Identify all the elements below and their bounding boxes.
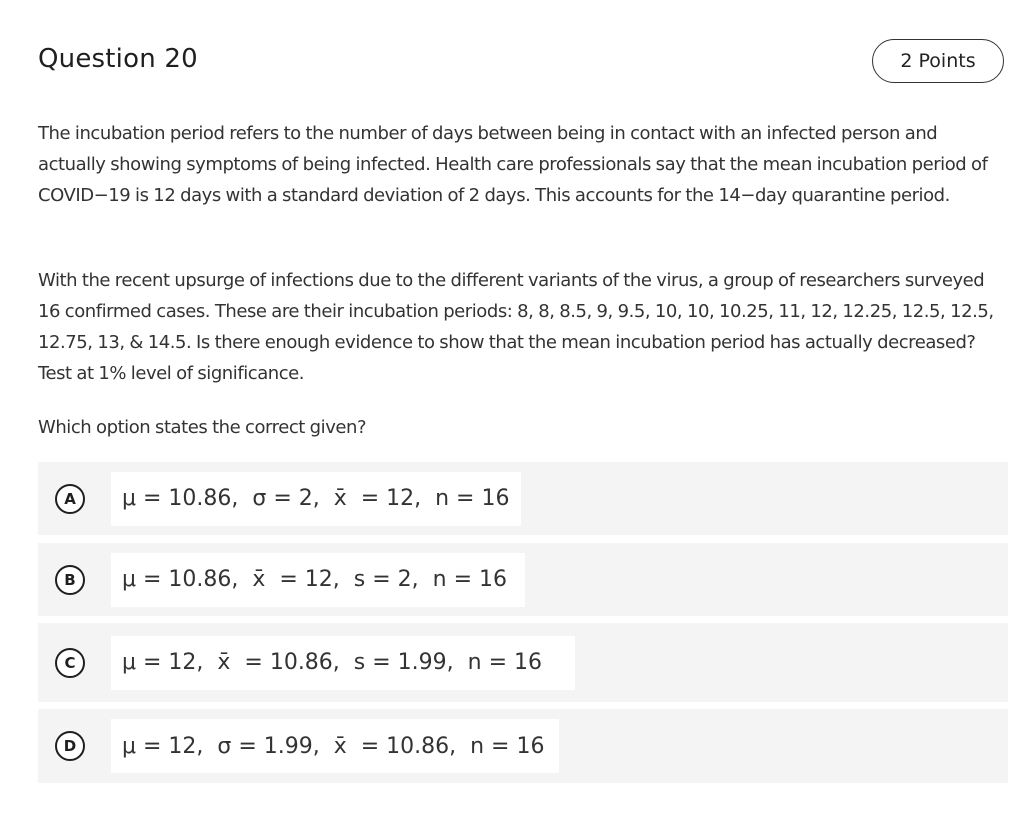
question-prompt: Which option states the correct given? bbox=[38, 417, 367, 438]
option-formula-b[interactable]: μ = 10.86, x̄ = 12, s = 2, n = 16 bbox=[111, 553, 525, 607]
points-badge: 2 Points bbox=[872, 39, 1004, 83]
question-title: Question 20 bbox=[38, 44, 198, 74]
option-letter-a[interactable]: A bbox=[55, 484, 85, 514]
answer-option-a[interactable] bbox=[38, 462, 1008, 535]
option-letter-b[interactable]: B bbox=[55, 565, 85, 595]
question-paragraph-context: The incubation period refers to the number of days between being in contact with an infected person and actually showing symptoms of being infected. Health care professionals say that the mean incubation period of COVID−19 is 12 days with a standard deviation of 2 days. This accounts for the 14−day quarantine period. bbox=[38, 123, 988, 206]
answer-option-c[interactable] bbox=[38, 623, 1008, 702]
answer-option-b[interactable] bbox=[38, 543, 1008, 616]
option-letter-d[interactable]: D bbox=[55, 731, 85, 761]
option-letter-c[interactable]: C bbox=[55, 648, 85, 678]
question-paragraph-problem: With the recent upsurge of infections due to the different variants of the virus, a group of researchers surveyed 16 confirmed cases. These are their incubation periods: 8, 8, 8.5, 9, 9.5, 10, 10, 10.25, 11, 12, 12.25, 12.5, 12.5, 12.75, 13, & 14.5. Is there enough evidence to show that the mean incubation period has actually decreased? Test at 1% level of significance. bbox=[38, 270, 994, 384]
option-formula-c[interactable]: μ = 12, x̄ = 10.86, s = 1.99, n = 16 bbox=[111, 636, 575, 690]
option-formula-a[interactable]: μ = 10.86, σ = 2, x̄ = 12, n = 16 bbox=[111, 472, 521, 526]
option-formula-d[interactable]: μ = 12, σ = 1.99, x̄ = 10.86, n = 16 bbox=[111, 719, 559, 773]
answer-option-d[interactable] bbox=[38, 709, 1008, 783]
